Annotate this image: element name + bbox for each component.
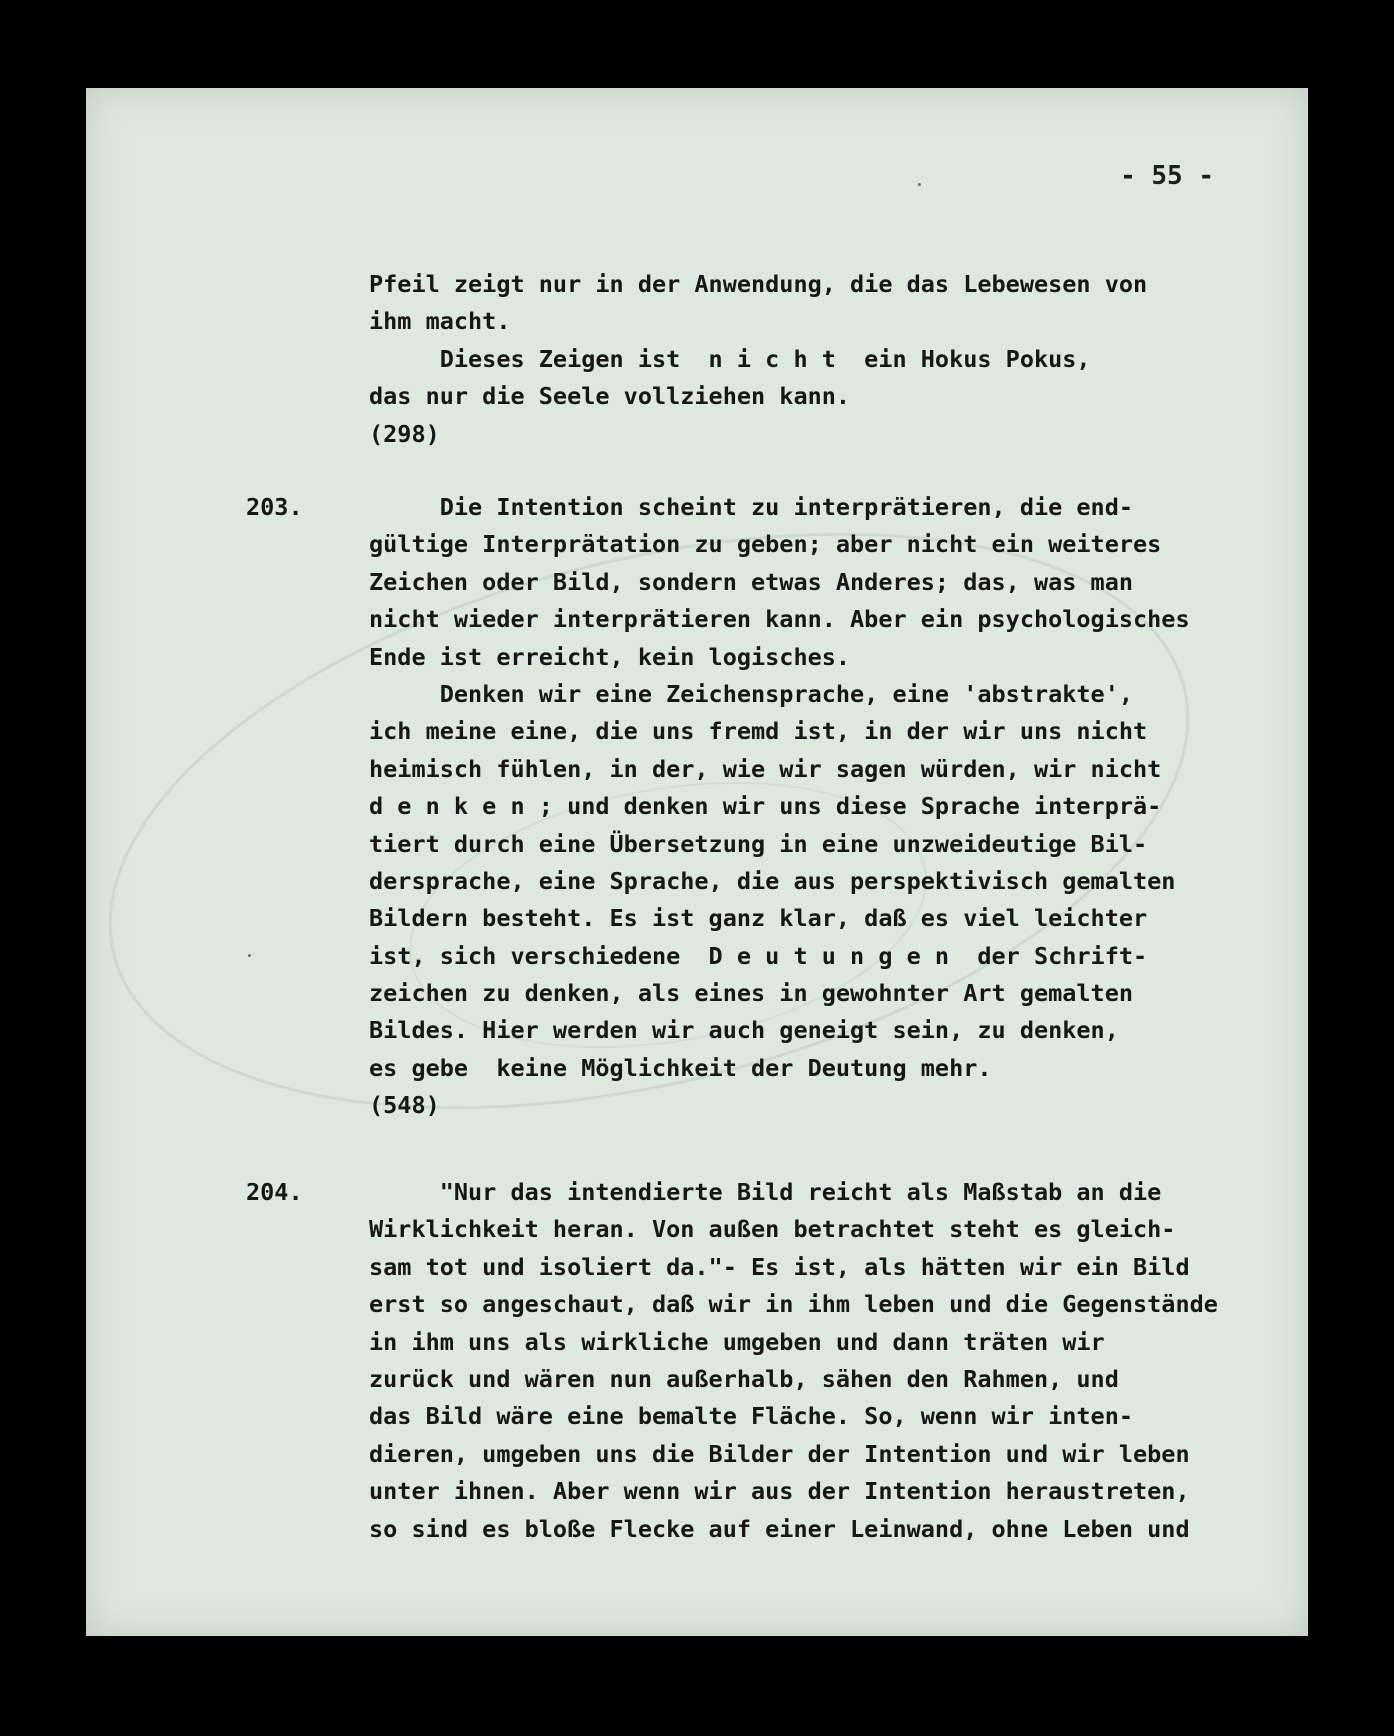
text-line: Pfeil zeigt nur in der Anwendung, die das Lebewesen von bbox=[369, 270, 1148, 298]
continued-paragraph bbox=[369, 266, 1269, 453]
section-number-204: 204. bbox=[246, 1178, 303, 1206]
page-number: - 55 - bbox=[1120, 161, 1214, 191]
text-line: ich meine eine, die uns fremd ist, in der wir uns nicht bbox=[369, 717, 1148, 746]
text-line: Bildern besteht. Es ist ganz klar, daß es viel leichter bbox=[369, 904, 1148, 933]
text-line: dieren, umgeben uns die Bilder der Intention und wir leben bbox=[369, 1439, 1190, 1468]
text-line: in ihm uns als wirkliche umgeben und dann träten wir bbox=[369, 1327, 1105, 1356]
text-line: "Nur das intendierte Bild reicht als Maßstab an die bbox=[369, 1178, 1162, 1206]
text-line: d e n k e n ; und denken wir uns diese Sprache interprä- bbox=[369, 792, 1162, 821]
text-line: ist, sich verschiedene D e u t u n g e n der Schrift- bbox=[369, 941, 1148, 970]
text-line: Denken wir eine Zeichensprache, eine 'abstrakte', bbox=[369, 679, 1134, 708]
text-line: zeichen zu denken, als eines in gewohnter Art gemalten bbox=[369, 979, 1134, 1008]
text-line: das Bild wäre eine bemalte Fläche. So, wenn wir inten- bbox=[369, 1402, 1134, 1431]
section-204-text bbox=[369, 1174, 1269, 1548]
text-line: (298) bbox=[369, 419, 440, 448]
text-line: Dieses Zeigen ist n i c h t ein Hokus Pokus, bbox=[369, 344, 1091, 373]
paper-speck bbox=[248, 954, 251, 957]
text-line: erst so angeschaut, daß wir in ihm leben und die Gegenstände bbox=[369, 1290, 1218, 1319]
text-line: ihm macht. bbox=[369, 307, 511, 336]
text-line: Die Intention scheint zu interprätieren, die end- bbox=[369, 493, 1134, 521]
typewritten-page bbox=[86, 88, 1308, 1636]
paper-speck bbox=[918, 183, 921, 186]
text-line: heimisch fühlen, in der, wie wir sagen würden, wir nicht bbox=[369, 754, 1162, 783]
text-line: Wirklichkeit heran. Von außen betrachtet steht es gleich- bbox=[369, 1215, 1176, 1244]
text-line: Zeichen oder Bild, sondern etwas Anderes; das, was man bbox=[369, 567, 1134, 596]
text-line: es gebe keine Möglichkeit der Deutung mehr. bbox=[369, 1053, 992, 1082]
text-line: sam tot und isoliert da."- Es ist, als hätten wir ein Bild bbox=[369, 1252, 1190, 1281]
text-line: zurück und wären nun außerhalb, sähen den Rahmen, und bbox=[369, 1364, 1119, 1393]
text-line: (548) bbox=[369, 1091, 440, 1120]
text-line: unter ihnen. Aber wenn wir aus der Intention heraustreten, bbox=[369, 1477, 1190, 1506]
text-line: nicht wieder interprätieren kann. Aber ein psychologisches bbox=[369, 605, 1190, 634]
text-line: so sind es bloße Flecke auf einer Leinwand, ohne Leben und bbox=[369, 1514, 1190, 1543]
text-line: dersprache, eine Sprache, die aus perspektivisch gemalten bbox=[369, 866, 1176, 895]
text-line: Ende ist erreicht, kein logisches. bbox=[369, 642, 851, 671]
text-line: tiert durch eine Übersetzung in eine unzweideutige Bil- bbox=[369, 829, 1148, 858]
section-203-text bbox=[369, 489, 1269, 1125]
text-line: gültige Interprätation zu geben; aber nicht ein weiteres bbox=[369, 530, 1162, 559]
text-line: Bildes. Hier werden wir auch geneigt sein, zu denken, bbox=[369, 1016, 1119, 1045]
text-line: das nur die Seele vollziehen kann. bbox=[369, 382, 851, 411]
section-number-203: 203. bbox=[246, 493, 303, 521]
